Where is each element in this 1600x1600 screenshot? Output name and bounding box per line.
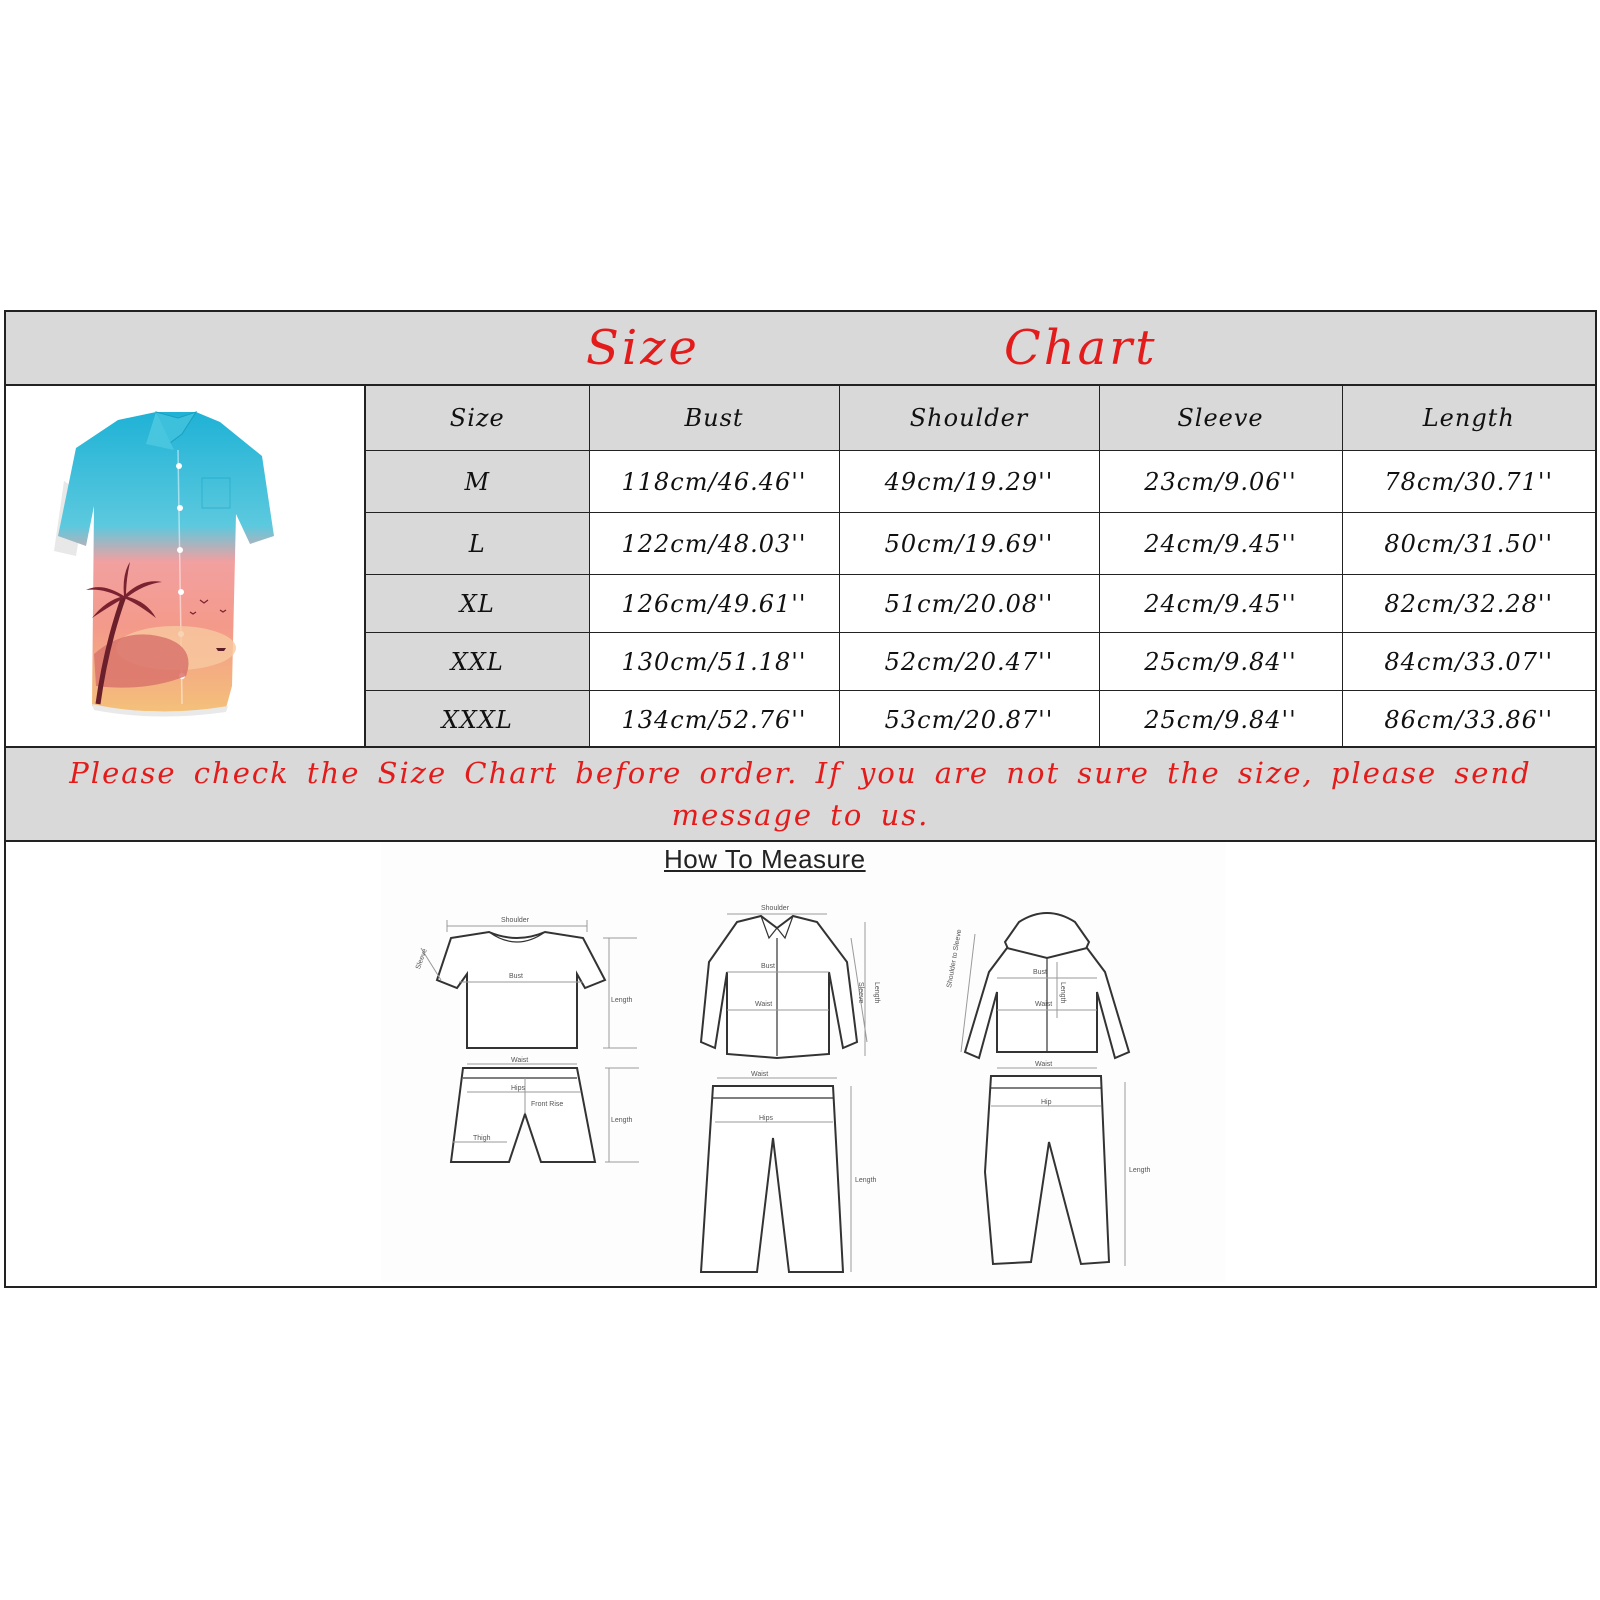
table-header-row xyxy=(366,386,1595,451)
length-cell: 82cm/32.28'' xyxy=(1342,575,1595,633)
shirt-pants-diagram xyxy=(701,905,880,1272)
label-hoodie-waist: Waist xyxy=(1035,1001,1053,1008)
length-cell: 86cm/33.86'' xyxy=(1342,691,1595,749)
table-row xyxy=(366,633,1595,691)
label-joggers-length: Length xyxy=(1129,1167,1151,1174)
sleeve-cell: 25cm/9.84'' xyxy=(1099,691,1342,749)
label-hoodie-length: Length xyxy=(1059,982,1066,1004)
label-hoodie-bust: Bust xyxy=(1033,969,1048,976)
label-thigh: Thigh xyxy=(473,1135,491,1142)
table-row xyxy=(366,451,1595,513)
shirt-image xyxy=(6,386,362,742)
label-shirt-bust: Bust xyxy=(761,963,776,970)
size-label: L xyxy=(366,513,589,575)
shoulder-cell: 53cm/20.87'' xyxy=(839,691,1099,749)
bust-cell: 122cm/48.03'' xyxy=(589,513,839,575)
label-bust: Bust xyxy=(509,973,524,980)
label-shirt-shoulder: Shoulder xyxy=(761,905,790,912)
title-word-chart: Chart xyxy=(1004,320,1158,376)
table-row xyxy=(366,575,1595,633)
table-row xyxy=(366,691,1595,749)
table-row xyxy=(366,513,1595,575)
size-chart xyxy=(4,310,1597,1288)
bust-cell: 126cm/49.61'' xyxy=(589,575,839,633)
header-size: Size xyxy=(366,386,589,451)
shoulder-cell: 50cm/19.69'' xyxy=(839,513,1099,575)
label-shirt-waist: Waist xyxy=(755,1001,773,1008)
label-shirt-sleeve: Sleeve xyxy=(857,982,864,1004)
how-to-measure-section xyxy=(6,842,1595,1286)
length-cell: 78cm/30.71'' xyxy=(1342,451,1595,513)
title-word-size: Size xyxy=(586,320,700,376)
header-length: Length xyxy=(1342,386,1595,451)
title-row xyxy=(6,312,1595,386)
note-row xyxy=(6,746,1595,842)
bust-cell: 130cm/51.18'' xyxy=(589,633,839,691)
label-front-rise: Front Rise xyxy=(531,1101,564,1108)
measure-diagram xyxy=(381,842,1226,1282)
shoulder-cell: 51cm/20.08'' xyxy=(839,575,1099,633)
label-joggers-waist: Waist xyxy=(1035,1061,1053,1068)
size-label: XXL xyxy=(366,633,589,691)
label-hips: Hips xyxy=(511,1085,526,1092)
header-bust: Bust xyxy=(589,386,839,451)
measure-title: How To Measure xyxy=(664,844,866,874)
label-waist: Waist xyxy=(511,1057,529,1064)
size-table xyxy=(366,386,1595,748)
length-cell: 84cm/33.07'' xyxy=(1342,633,1595,691)
tshirt-diagram xyxy=(415,917,639,1162)
label-pants-waist: Waist xyxy=(751,1071,769,1078)
bust-cell: 134cm/52.76'' xyxy=(589,691,839,749)
measure-panel xyxy=(381,842,1226,1282)
order-note: Please check the Size Chart before order. If you are not sure the size, please send message to us. xyxy=(69,756,1532,832)
label-pants-hips: Hips xyxy=(759,1115,774,1122)
label-shirt-length: Length xyxy=(873,982,880,1004)
sleeve-cell: 23cm/9.06'' xyxy=(1099,451,1342,513)
label-pants-length: Length xyxy=(855,1177,877,1184)
sleeve-cell: 24cm/9.45'' xyxy=(1099,575,1342,633)
label-length: Length xyxy=(611,997,633,1004)
size-label: M xyxy=(366,451,589,513)
size-label: XXXL xyxy=(366,691,589,749)
label-sleeve: Sleeve xyxy=(414,947,429,971)
bust-cell: 118cm/46.46'' xyxy=(589,451,839,513)
header-shoulder: Shoulder xyxy=(839,386,1099,451)
sleeve-cell: 24cm/9.45'' xyxy=(1099,513,1342,575)
label-shoulder-to-sleeve: Shoulder to Sleeve xyxy=(946,928,964,989)
header-sleeve: Sleeve xyxy=(1099,386,1342,451)
label-shoulder: Shoulder xyxy=(501,917,530,924)
label-joggers-hip: Hip xyxy=(1041,1099,1052,1106)
product-photo-cell xyxy=(6,386,366,746)
shoulder-cell: 52cm/20.47'' xyxy=(839,633,1099,691)
label-shorts-length: Length xyxy=(611,1117,633,1124)
hoodie-joggers-diagram xyxy=(946,913,1150,1266)
shoulder-cell: 49cm/19.29'' xyxy=(839,451,1099,513)
size-label: XL xyxy=(366,575,589,633)
length-cell: 80cm/31.50'' xyxy=(1342,513,1595,575)
sleeve-cell: 25cm/9.84'' xyxy=(1099,633,1342,691)
